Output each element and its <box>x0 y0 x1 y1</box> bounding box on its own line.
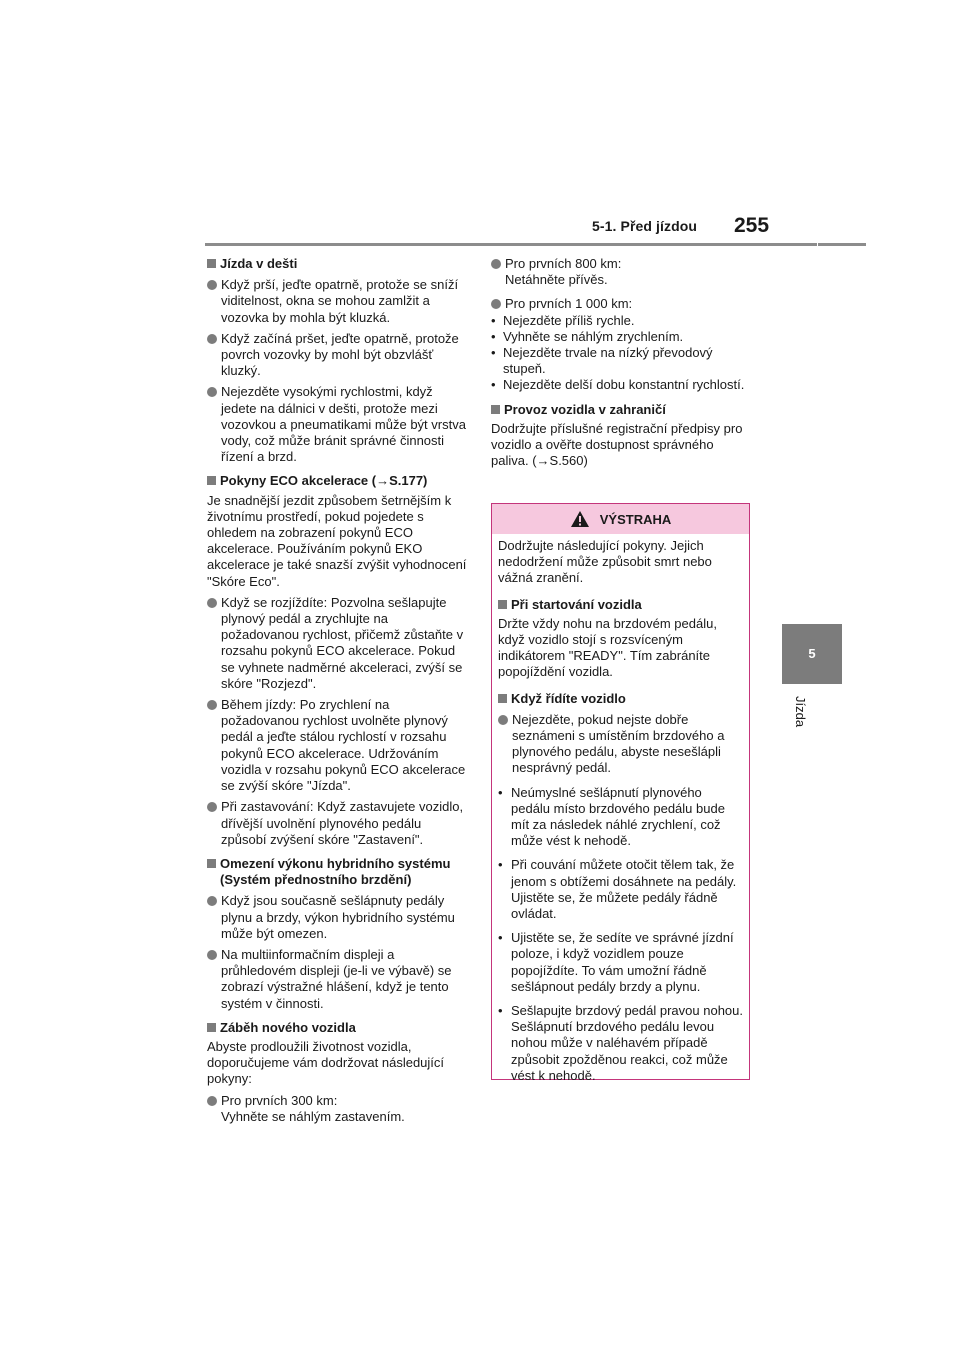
sub-item: • Nejezděte delší dobu konstantní rychlostí. <box>491 377 745 393</box>
circle-bullet-icon <box>207 802 217 812</box>
circle-bullet-icon <box>207 598 217 608</box>
sub-item: • Při couvání můžete otočit tělem tak, že jenom s obtížemi dosáhnete na pedály. Ujistěte se, že můžete pedály řádně ovládat. <box>498 857 737 922</box>
sub-item: • Nejezděte trvale na nízký převodový stupeň. <box>491 345 713 377</box>
circle-bullet-icon <box>207 280 217 290</box>
section-title: 5-1. Před jízdou <box>592 218 698 234</box>
heading-driving: Když řídíte vozidlo <box>498 691 743 707</box>
left-column <box>207 256 469 1125</box>
sub-item: • Neúmyslné sešlápnutí plynového pedálu místo brzdového pedálu bude mít za následek náhlé zrychlení, což může vést k nehodě. <box>498 784 725 849</box>
circle-bullet-icon <box>207 700 217 710</box>
list-item: Když začíná pršet, jeďte opatrně, protože povrch vozovky by mohl být obzvlášť kluzký. <box>207 331 469 380</box>
square-bullet-icon <box>207 859 216 868</box>
list-item: Během jízdy: Po zrychlení na požadovanou rychlost uvolněte plynový pedál a jeďte stálou rychlostí v rozsahu pokynů ECO akcelerace. Udržováním vozidla v rozsahu pokynů ECO akcelerace se zvýší skóre "Jízda". <box>207 697 469 794</box>
heading-abroad: Provoz vozidla v zahraničí <box>491 402 751 418</box>
heading-start: Při startování vozidla <box>498 597 743 613</box>
square-bullet-icon <box>491 405 500 414</box>
square-bullet-icon <box>498 694 507 703</box>
square-bullet-icon <box>207 1023 216 1032</box>
warning-header <box>492 504 749 534</box>
list-item: Při zastavování: Když zastavujete vozidlo, dřívější uvolnění plynového pedálu způsobí zvýšení skóre "Zastavení". <box>207 799 469 848</box>
sub-item: • Sešlapujte brzdový pedál pravou nohou. Sešlápnutí brzdového pedálu levou nohou může v naléhavém případě způsobit zpožděnou reakci, což může vést k nehodě. <box>498 1003 743 1083</box>
list-item: Nejezděte, pokud nejste dobře seznámeni s umístěním brzdového a plynového pedálu, abyste nesešlápli nesprávný pedál. <box>498 712 743 777</box>
paragraph-eco: Je snadnější jezdit způsobem šetrnějším k životnímu prostředí, pokud pojedete s ohledem na zobrazení pokynů ECO akcelerace. Používáním pokynů EKO akcelerace je také snazší zvýšit vyhodnocení "Skóre Eco". <box>207 492 467 589</box>
page-number: 255 <box>734 214 770 237</box>
list-item: Pro prvních 800 km: Netáhněte přívěs. <box>491 256 751 288</box>
circle-bullet-icon <box>207 950 217 960</box>
square-bullet-icon <box>207 259 216 268</box>
heading-rain: Jízda v dešti <box>207 256 469 272</box>
warning-title: VÝSTRAHA <box>599 511 672 527</box>
list-item: Pro prvních 1 000 km: <box>491 296 751 312</box>
heading-eco: Pokyny ECO akcelerace (→S.177) <box>207 473 469 489</box>
list-item: Když se rozjíždíte: Pozvolna sešlapujte plynový pedál a zrychlujte na požadovanou rychlost, přičemž zůstaňte v rozsahu pokynů ECO akcelerace. Pokud se vyhnete nadměrné akceleraci, zvýší se skóre "Rozjezd". <box>207 595 469 692</box>
list-item: Když prší, jeďte opatrně, protože se sníží viditelnost, okna se mohou zamlžit a vozovka by mohla být kluzká. <box>207 277 469 326</box>
sub-item: • Ujistěte se, že sedíte ve správné jízdní poloze, i když vozidlem pouze popojíždíte. To vám umožní řádně sešlápnout pedály brzdy a plynu. <box>498 930 734 994</box>
circle-bullet-icon <box>491 299 501 309</box>
heading-breakin: Záběh nového vozidla <box>207 1020 469 1036</box>
circle-bullet-icon <box>498 715 508 725</box>
paragraph-start: Držte vždy nohu na brzdovém pedálu, když vozidlo stojí s rozsvíceným indikátorem "READY". Tím zabráníte popojíždění vozidla. <box>498 615 717 680</box>
warning-triangle-icon <box>570 510 590 528</box>
right-column <box>491 256 751 469</box>
square-bullet-icon <box>498 600 507 609</box>
paragraph-abroad: Dodržujte příslušné registrační předpisy pro vozidlo a ověřte dostupnost správného paliva. (→S.560) <box>491 420 743 469</box>
warning-body <box>492 534 749 1084</box>
circle-bullet-icon <box>207 1096 217 1106</box>
square-bullet-icon <box>207 476 216 485</box>
list-item: Nejezděte vysokými rychlostmi, když jedete na dálnici v dešti, protože mezi vozovkou a pneumatikami může být vrstva vody, což může bránit správné činnosti řízení a brzd. <box>207 384 469 465</box>
circle-bullet-icon <box>207 896 217 906</box>
warning-intro: Dodržujte následující pokyny. Jejich nedodržení může způsobit smrt nebo vážná zranění. <box>498 538 712 586</box>
heading-hybrid: Omezení výkonu hybridního systému (Systém přednostního brzdění) <box>207 856 469 888</box>
header-rule <box>205 243 817 246</box>
circle-bullet-icon <box>207 334 217 344</box>
chapter-tab[interactable]: 5 <box>782 624 842 684</box>
list-item: Na multiinformačním displeji a průhledovém displeji (je-li ve výbavě) se zobrazí výstražné hlášení, když je tento systém v činnosti. <box>207 947 469 1012</box>
warning-box <box>491 503 750 1083</box>
circle-bullet-icon <box>491 259 501 269</box>
chapter-label: Jízda <box>793 696 808 728</box>
list-item: Pro prvních 300 km: Vyhněte se náhlým zastavením. <box>207 1093 469 1125</box>
circle-bullet-icon <box>207 387 217 397</box>
header-rule-right <box>818 243 866 246</box>
list-item: Když jsou současně sešlápnuty pedály plynu a brzdy, výkon hybridního systému může být omezen. <box>207 893 469 942</box>
paragraph-breakin: Abyste prodloužili životnost vozidla, doporučujeme vám dodržovat následující pokyny: <box>207 1038 445 1087</box>
sub-item: • Vyhněte se náhlým zrychlením. <box>491 328 684 344</box>
sub-item: • Nejezděte příliš rychle. <box>491 312 635 328</box>
